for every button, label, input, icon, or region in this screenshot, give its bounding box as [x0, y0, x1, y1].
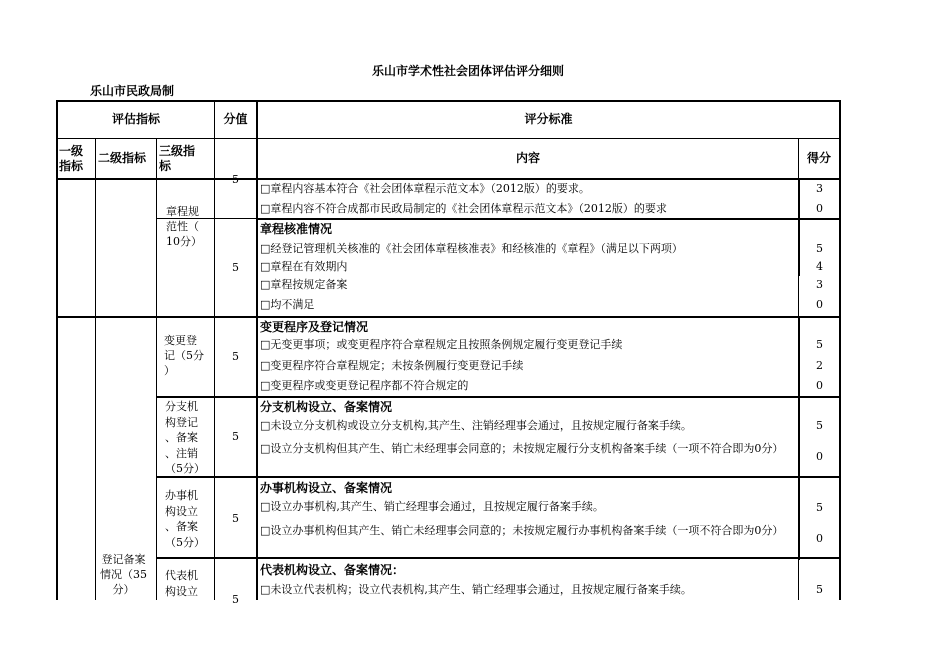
- charter-item-2: □章程在有效期内: [260, 260, 348, 273]
- branch-level3: 分支机 构登记 、备案 、注销 （5分）: [165, 400, 205, 475]
- header-score: 得分: [806, 151, 831, 165]
- rep-item-1: □未设立代表机构；设立代表机构,其产生、销亡经理事会通过，且按规定履行备案手续。: [260, 583, 692, 596]
- charter-heading: 章程核准情况: [260, 222, 333, 236]
- office-heading: 办事机构设立、备案情况: [260, 481, 393, 495]
- change-value: 5: [232, 350, 239, 363]
- change-item-1: □无变更事项；或变更程序符合章程规定且按照条例规定履行变更登记手续: [260, 338, 623, 351]
- row-top-item-2: □章程内容不符合成都市民政局制定的《社会团体章程示范文本》（2012版）的要求: [260, 202, 667, 215]
- office-item-2: □设立办事机构但其产生、销亡未经理事会同意的；未按规定履行办事机构备案手续（一项不符合即为0分）: [260, 524, 784, 537]
- change-level3: 变更登 记（5分 ）: [164, 334, 204, 377]
- charter-item-1: □经登记管理机关核准的《社会团体章程核准表》和经核准的《章程》（满足以下两项）: [260, 242, 683, 255]
- office-level3: 办事机 构设立 、备案 （5分）: [165, 489, 205, 549]
- change-item-3: □变更程序或变更登记程序都不符合规定的: [260, 379, 469, 392]
- charter-score-4: 0: [816, 298, 823, 311]
- charter-item-3: □章程按规定备案: [260, 278, 348, 291]
- branch-score-2: 0: [816, 450, 823, 463]
- office-item-1: □设立办事机构,其产生、销亡经理事会通过，且按规定履行备案手续。: [260, 500, 604, 513]
- row-top-score-1: 3: [816, 182, 823, 195]
- charter-level3: 章程规 范性（ 10分）: [166, 205, 202, 248]
- row-top-score-2: 0: [816, 202, 823, 215]
- rep-level3: 代表机 构设立: [165, 569, 198, 598]
- office-score-2: 0: [816, 532, 823, 545]
- branch-score-1: 5: [816, 419, 823, 432]
- page-title: 乐山市学术性社会团体评估评分细则: [371, 64, 564, 78]
- change-score-1: 5: [816, 338, 823, 351]
- branch-item-2: □设立分支机构但其产生、销亡未经理事会同意的；未按规定履行分支机构备案手续（一项不符合即为0分）: [260, 442, 784, 455]
- page-subtitle: 乐山市民政局制: [90, 84, 175, 98]
- branch-item-1: □未设立分支机构或设立分支机构,其产生、注销经理事会通过，且按规定履行备案手续。: [260, 419, 692, 432]
- branch-value: 5: [232, 430, 239, 443]
- charter-score-1: 5: [816, 242, 823, 255]
- header-score-value: 分值: [223, 112, 248, 126]
- rep-value: 5: [232, 593, 239, 606]
- charter-score-3: 3: [816, 278, 823, 291]
- header-level2: 二级指标: [98, 151, 147, 165]
- charter-value: 5: [232, 261, 239, 274]
- header-level3: 三级指 标: [159, 144, 196, 173]
- header-level1: 一级 指标: [59, 144, 84, 173]
- rep-heading: 代表机构设立、备案情况：: [260, 563, 405, 577]
- office-value: 5: [232, 512, 239, 525]
- rep-score-1: 5: [816, 583, 823, 596]
- header-criteria: 评分标准: [524, 112, 573, 126]
- change-score-2: 2: [816, 359, 823, 372]
- office-score-1: 5: [816, 501, 823, 514]
- change-score-3: 0: [816, 379, 823, 392]
- change-item-2: □变更程序符合章程规定；未按条例履行变更登记手续: [260, 359, 524, 372]
- row-top-value: 5: [232, 173, 239, 186]
- change-heading: 变更程序及登记情况: [260, 320, 369, 334]
- branch-heading: 分支机构设立、备案情况: [260, 400, 393, 414]
- header-content: 内容: [515, 151, 540, 165]
- charter-item-4: □均不满足: [260, 298, 315, 311]
- header-indicator: 评估指标: [111, 112, 160, 126]
- row-top-item-1: □章程内容基本符合《社会团体章程示范文本》（2012版）的要求。: [260, 182, 590, 195]
- registration-level2: 登记备案 情况（35 分）: [100, 553, 147, 596]
- charter-score-2: 4: [816, 260, 823, 273]
